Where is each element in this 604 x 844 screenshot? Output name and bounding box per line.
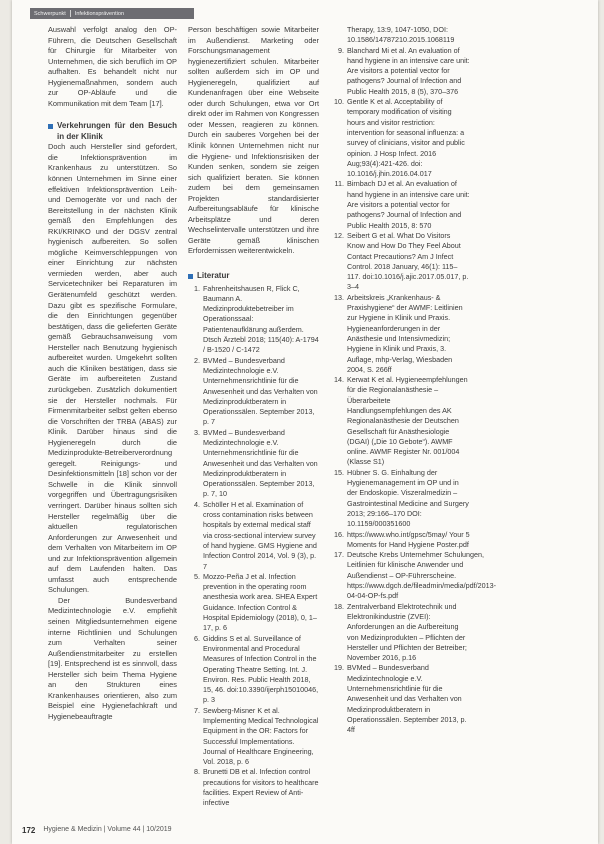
reference-text: BVMed – Bundesverband Medizintechnologie e.V. Unternehmensrichtlinie für die Anwesenheit und das Verhalten von Medizinproduktberatern in Operationssälen. September 2013, p. 7 [203, 355, 318, 427]
reference-text: Birnbach DJ et al. An evaluation of hand hygiene in an intensive care unit: Are visitors a potential vector for pathogens? Journal of Infection and Public Health 2015, 8: 570 [347, 179, 470, 230]
reference-text: Giddins S et al. Surveillance of Environmental and Procedural Measures of Infection Control in the Operating Theatre Setting. Int. J. Environ. Res. Public Health 2018, 15, 46. doi:10.3390/ijerph15010046, p. 3 [203, 633, 319, 705]
reference-text: Deutsche Krebs Unternehmer Schulungen, Leitlinien für klinische Anwender und Außendienst – OP-Führerscheine. https://www.dgch.de/fileadmin/media/pdf/2013-04-04-OP-fs.pdf [347, 550, 497, 601]
column-3 [332, 25, 497, 735]
column-2 [188, 25, 319, 809]
literature-bullet-icon [188, 274, 193, 279]
reference-text: Sewberg-Misner K et al. Implementing Medical Technological Equipment in the OR: Factors for Successful Implementations. Journal of Healthcare Engineering, Vol. 2018, p. 6 [203, 705, 319, 767]
page-number: 172 [22, 826, 36, 835]
section-header-bar [30, 8, 194, 19]
reference-item [332, 550, 497, 601]
reference-number: 1. [194, 283, 200, 293]
column-1 [48, 25, 177, 722]
reference-text: Blanchard Mi et al. An evaluation of hand hygiene in an intensive care unit: Are visitors a potential vector for pathogens? Journal of Infection and Public Health 2015, 8 (5), 370–376 [347, 45, 470, 96]
reference-number: 8. [194, 767, 200, 777]
reference-number: 5. [194, 571, 200, 581]
section-heading [48, 121, 177, 142]
header-divider [70, 10, 71, 17]
paragraph-continued: Person beschäftigen sowie Mitarbeiter im Außendienst. Marketing oder Forschungsmanagement hygienezertifiziert schulen. Mitarbeiter sollten außerdem sich im OP und Hygieneregeln, qualifiziert auf Kundenanfragen über eine Webseite oder durch Schulungen, etwa vor Ort direkt oder im Rahmen von Kongressen oder Messen, reagieren zu können. Durch ein sauberes Vorgehen bei der Klinik können Unternehmen nicht nur die Hygiene- und Infektionsrisiken der Kunden senken, sondern sie zeigen sich qualifiziert beraten. Sie können zudem bei dem gemeinsamen Projekten standardisierter Aufbereitungsabläufe für klinische Arbeitsplätze und deren Wechselintervalle unterstützen und ihre Geräte gemäß klinischen Erfordernissen weiterentwickeln. [188, 25, 319, 256]
reference-text: Kerwat K et al. Hygieneempfehlungen für die Regionalanästhesie – Überarbeitete Handlungsempfehlungen des AK Regionalanästhesie der Deutschen Gesellschaft für Anästhesiologie (DGAI) („Die 10 Gebote“). AWMF online. AWMF Register Nr. 001/004 (Klasse S1) [347, 375, 468, 467]
reference-number: 14. [334, 375, 344, 385]
reference-text: BVMed – Bundesverband Medizintechnologie e.V. Unternehmensrichtlinie für die Anwesenheit und das Verhalten von Medizinproduktberatern in Operationssälen. September 2013, p. 7, 10 [203, 427, 318, 499]
reference-item [188, 428, 319, 500]
reference-text: Hübner S. G. Einhaltung der Hygienemanagement im OP und in der Endoskopie. Viszeralmedizin – Gastrointestinal Medicine and Surgery 2013; 29:166–170 DOI: 10.1159/000351600 [347, 467, 469, 529]
reference-item [188, 284, 319, 356]
reference-text: Brunetti DB et al. Infection control precautions for visitors to healthcare facilities. Expert Review of Anti-infective [203, 767, 319, 808]
paragraph-body: Doch auch Hersteller sind gefordert, die Infektionsprävention im Krankenhaus zu unterstützen. So können Unternehmen im Sinne einer effektiven Infektionsprävention Leih- und Demogeräte vor und nach der Bereitstellung in der nächsten Klinik gemäß den Empfehlungen des RKI/KRINKO und der DGSV zentral hygienisch aufbereiten. So sollen mögliche Keimverschleppungen von einer Einrichtung zur nächsten vermieden werden, aber auch Servicetechniker bei Reparaturen im Gerätenumfeld geschützt werden. Dazu gibt es spezifische Formulare, die den Einrichtungen gegenüber bestätigen, dass die gelieferten Geräte gemäß Gebrauchsanweisung vom Hersteller nach Benutzung hygienisch aufbereitet wurden. Umgekehrt sollten auch die Kliniken bestätigen, dass sie Geräte im aufbereiteten Zustand zurückgeben. Zusätzlich dokumentiert sie der Hersteller nochmals. Für Firmenmitarbeiter selbst gelten ebenso die Vorschriften der TRBA (ABAS) zur Klinik. Darüber hinaus sind die Hygieneregeln durch die Medizinprodukte-Betreiberverordnung geregelt. Reinigungs- und Desinfektionsmitteln [18] schon vor der Schwelle in die Klinik sinnvoll vorgegriffen und Übertragungsrisiken verringert. Darüber hinaus sollten sich Hersteller regelmäßig über die aktuellen regulatorischen Anforderungen zur Anwesenheit und dem Verhalten von Mitarbeitern im OP und zur Infektionsprävention allgemein auf dem Laufenden halten. Das umfasst auch entsprechende Schulungen. [48, 142, 177, 595]
reference-number: 18. [334, 601, 344, 611]
reference-text: Schöller H et al. Examination of cross contamination risks between hospitals by external medical staff via cross-sectional interview survey of hand hygiene. GMS Hygiene and Infection Control 2014, Vol. 9 (3), p. 7 [203, 499, 317, 571]
reference-text: Seibert G et al. What Do Visitors Know and How Do They Feel About Contact Precautions? Am J Infect Control. 2018 January, 46(1): 115–117. doi:10.1016/j.ajic.2017.05.017, p. 3–4 [347, 230, 469, 292]
reference-item [332, 602, 470, 664]
reference-text: Zentralverband Elektrotechnik und Elektronikindustrie (ZVEI): Anforderungen an die Aufbereitung von Medizinprodukten – Pflichten der Hersteller und Pflichten der Betreiber; November 2016, p.16 [347, 601, 467, 663]
page-footer [22, 826, 172, 835]
reference-number: 10. [334, 97, 344, 107]
reference-text: https://www.who.int/gpsc/5may/ Your 5 Moments for Hand Hygiene Poster.pdf [347, 529, 470, 549]
reference-number [332, 25, 344, 46]
reference-number: 11. [334, 179, 344, 189]
reference-item [332, 231, 470, 293]
reference-number: 3. [194, 427, 200, 437]
reference-item [188, 767, 319, 808]
reference-item [332, 25, 470, 46]
reference-item [332, 663, 470, 735]
paragraph-body-2: Der Bundesverband Medizintechnologie e.V. empfiehlt seinen Mitgliedsunternehmen eigene interne Richtlinien und Schulungen zum Verhalten seiner Außendienstmitarbeiter zu erstellen [19]. Entsprechend ist es sinnvoll, dass Hersteller sich beim Thema Hygiene an den Strukturen eines Krankenhauses orientieren, also zum Beispiel eine Hygienefachkraft und Hygienebeauftragte [48, 595, 177, 721]
literature-heading-text: Literatur [197, 271, 230, 281]
reference-text: Fahrenheitshausen R, Flick C, Baumann A. Medizinproduktebetreiber im Operationssaal: Patientenaufklärung außerdem. Dtsch Ärztebl 2018; 115(40): A-1794 / B-1520 / C-1472 [203, 283, 319, 355]
reference-text: Arbeitskreis „Krankenhaus- & Praxishygiene“ der AWMF: Leitlinien zur Hygiene in Klinik und Praxis. Hygieneanforderungen in der Anästhesie und Intensivmedizin; Hygiene in Klinik und Praxis, 3. Auflage, mhp-Verlag, Wiesbaden 2004, S. 266ff [347, 292, 463, 374]
paragraph-intro: Auswahl verfolgt analog den OP-Führern, die Deutschen Gesellschaft für Chirurgie für Mitarbeiter von Unternehmen, die sich beruflich im OP aufhalten. Es behandelt nicht nur Hygienemaßnahmen, sondern auch zur OP-Abläufe und die Kommunikation mit dem Team [17]. [48, 25, 177, 108]
reference-number: 7. [194, 705, 200, 715]
section-heading-text: Verkehrungen für den Besuch in der Klinik [57, 121, 177, 141]
reference-text: BVMed – Bundesverband Medizintechnologie e.V. Unternehmensrichtlinie für die Anwesenheit und das Verhalten von Medizinproduktberatern in Operationssälen. September 2013, p. 4ff [347, 663, 467, 735]
reference-number: 16. [334, 529, 344, 539]
reference-list-2 [332, 25, 497, 735]
reference-text: Gentle K et al. Acceptability of temporary modification of visiting hours and visitor restriction: intervention for seasonal influenza: a survey of clinicians, visitor and public opinion. J Hosp Infect. 2016 Aug;93(4):421-426. doi: 10.1016/j.jhin.2016.04.017 [347, 97, 465, 179]
topic-label: Infektionsprävention [74, 10, 125, 17]
reference-item [332, 179, 470, 230]
journal-info: Hygiene & Medizin | Volume 44 | 10/2019 [43, 826, 172, 833]
reference-item [188, 634, 319, 706]
reference-item [188, 356, 319, 428]
reference-text: Therapy, 13:9, 1047-1050, DOI: 10.1586/14787210.2015.1068119 [347, 25, 455, 45]
section-label: Schwerpunkt [34, 10, 66, 17]
literature-heading [188, 271, 319, 282]
reference-item [332, 468, 470, 530]
reference-number: 13. [334, 292, 344, 302]
reference-number: 17. [334, 550, 344, 560]
reference-item [188, 706, 319, 768]
reference-number: 4. [194, 499, 200, 509]
reference-text: Mozzo-Peña J et al. Infection prevention in the operating room anesthesia work area. SHEA Expert Guidance. Infection Control & Hospital Epidemiology (2018), 0, 1–17, p. 6 [203, 571, 318, 633]
reference-number: 12. [334, 230, 344, 240]
reference-item [332, 46, 470, 97]
reference-number: 19. [334, 663, 344, 673]
reference-item [332, 530, 470, 551]
reference-list-1 [188, 284, 319, 809]
reference-number: 2. [194, 355, 200, 365]
reference-item [332, 375, 470, 468]
reference-item [188, 500, 319, 572]
reference-item [188, 572, 319, 634]
section-bullet-icon [48, 124, 53, 129]
reference-number: 15. [334, 467, 344, 477]
reference-number: 9. [338, 45, 344, 55]
reference-number: 6. [194, 633, 200, 643]
reference-item [332, 293, 470, 375]
reference-item [332, 97, 470, 179]
